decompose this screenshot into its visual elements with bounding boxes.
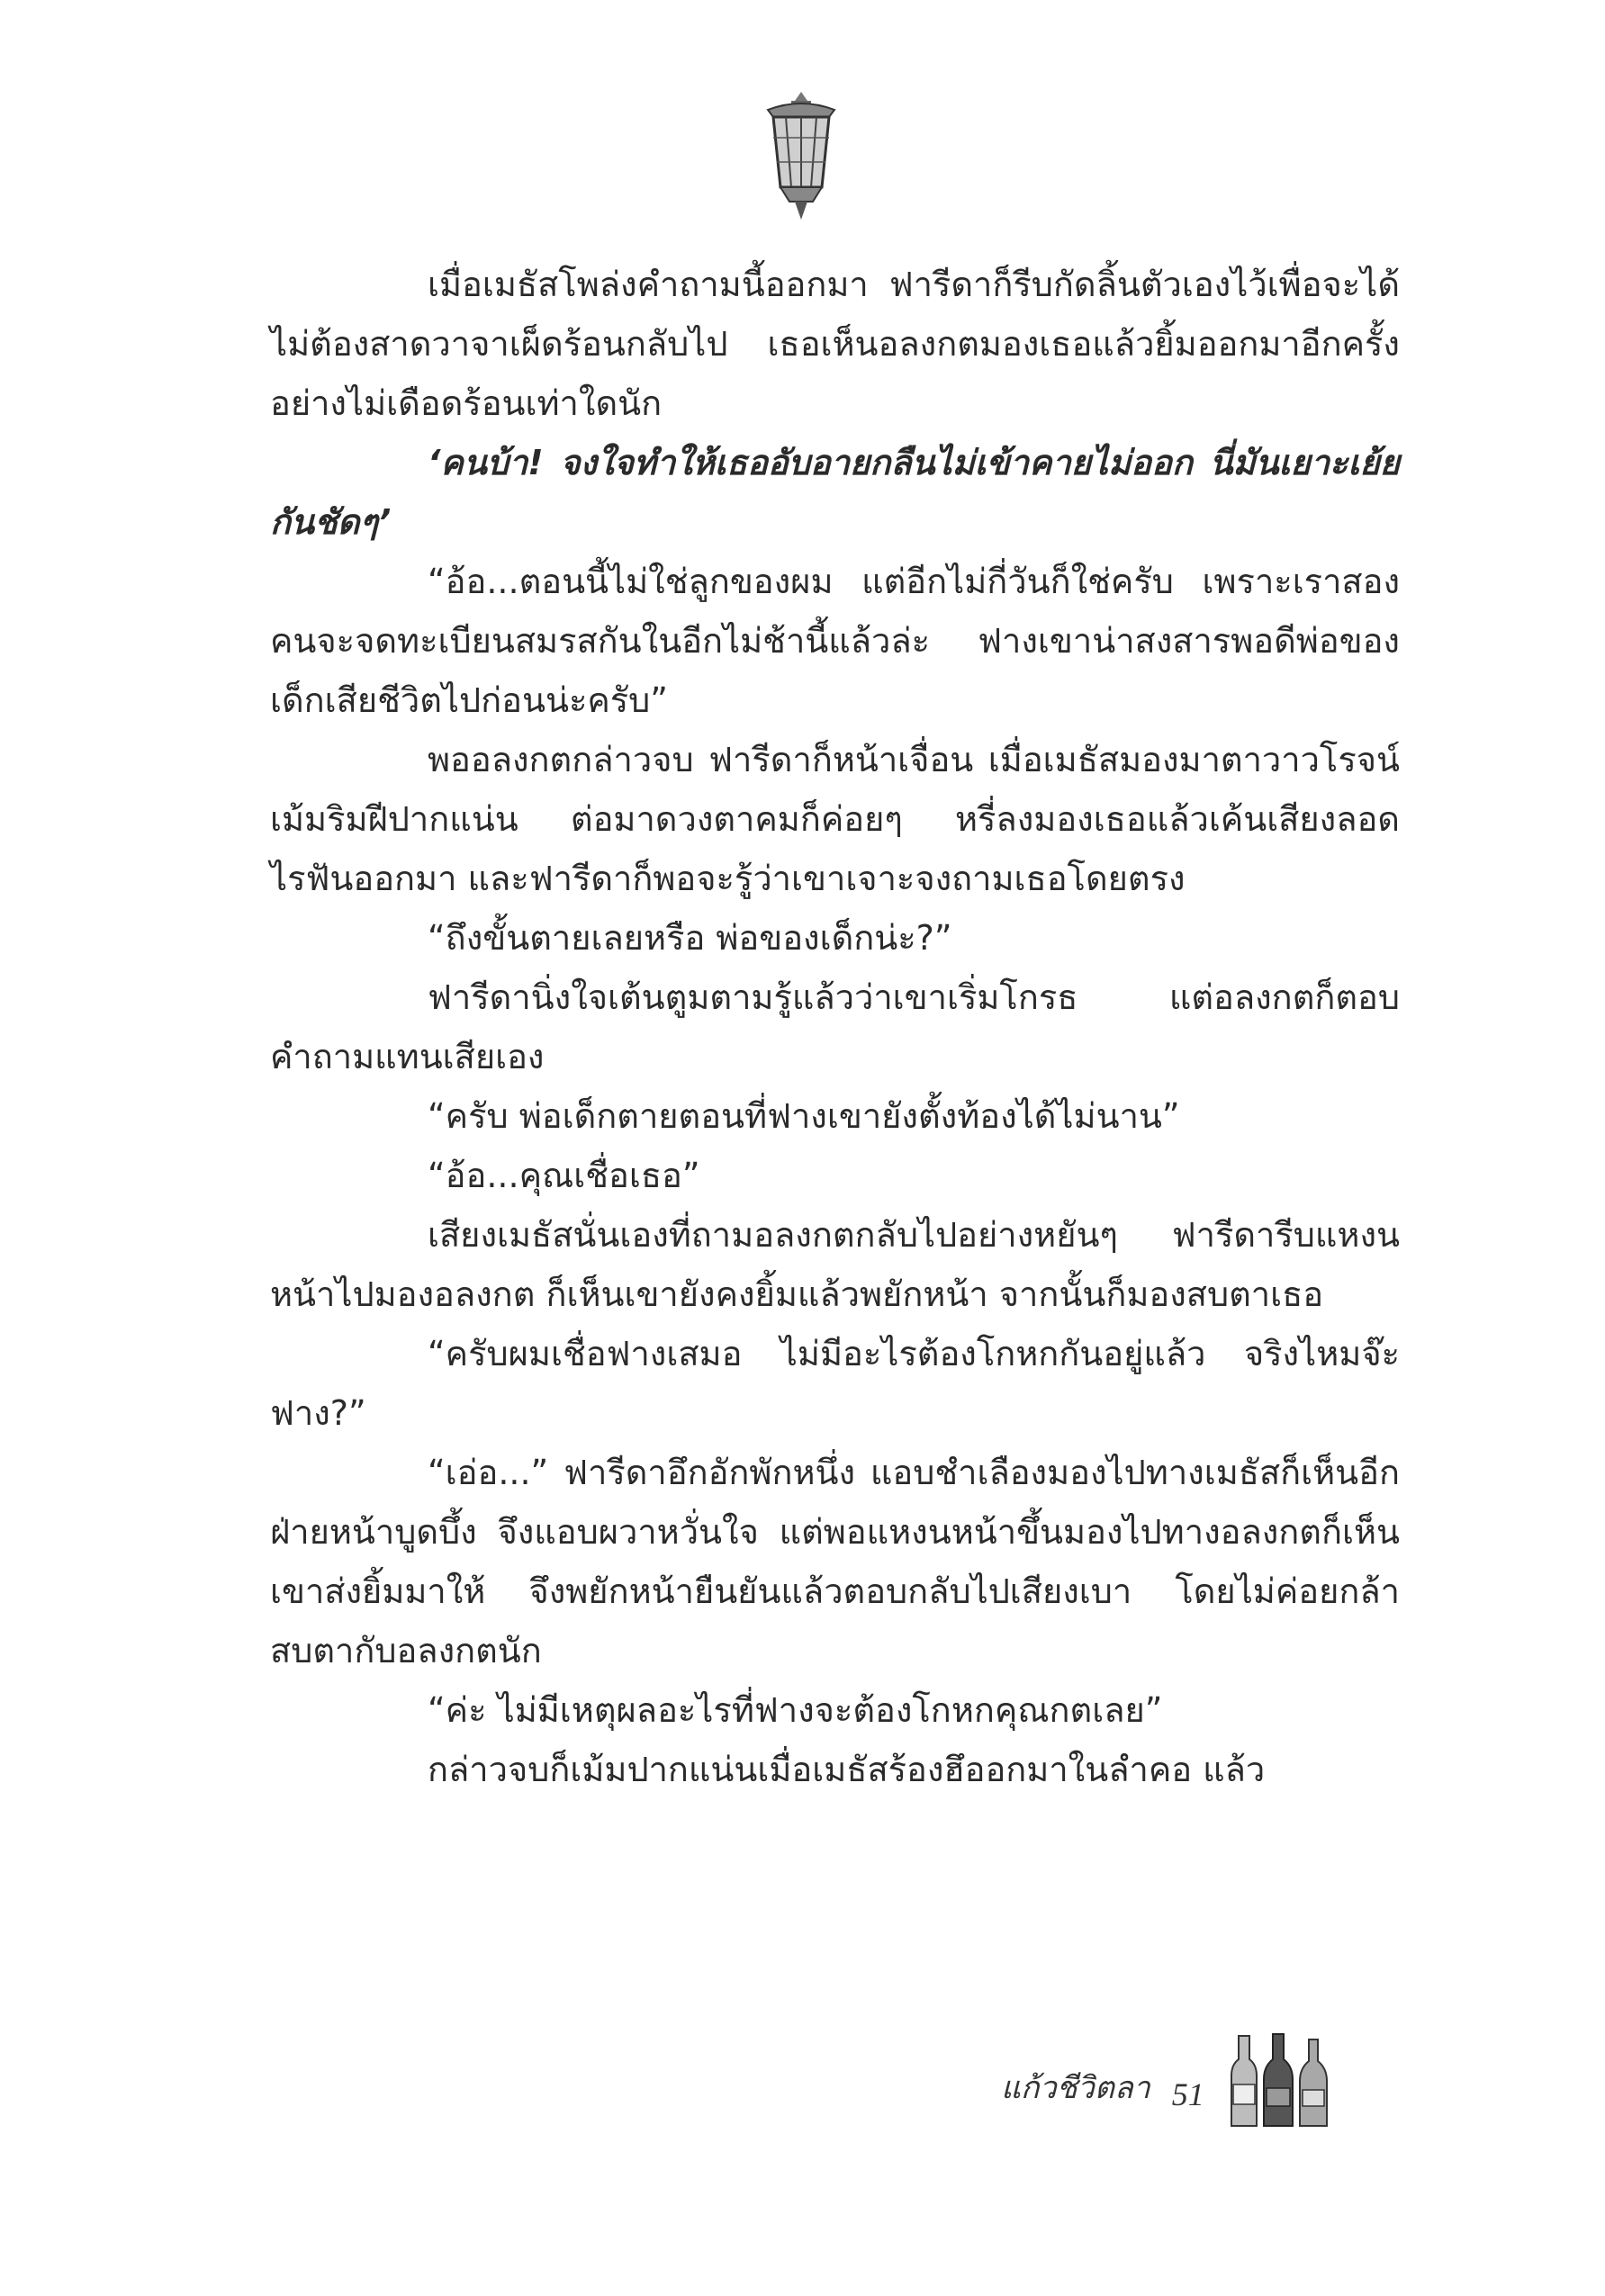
paragraph: “อ้อ...คุณเชื่อเธอ” (428, 1156, 700, 1195)
paragraph: “ถึงขั้นตายเลยหรือ พ่อของเด็กน่ะ?” (428, 918, 952, 958)
paragraph: กล่าวจบก็เม้มปากแน่นเมื่อเมธัสร้องฮึออกมาในลำคอ แล้ว (428, 1750, 1266, 1789)
bottles-icon (1226, 2032, 1334, 2131)
paragraph: ฟารีดานิ่งใจเต้นตูมตามรู้แล้วว่าเขาเริ่มโกรธ แต่อลงกตก็ตอบคำถามแทนเสียเอง (270, 977, 1400, 1076)
paragraph: “ครับ พ่อเด็กตายตอนที่ฟางเขายังตั้งท้องได้ไม่นาน” (428, 1096, 1180, 1136)
paragraph: เมื่อเมธัสโพล่งคำถามนี้ออกมา ฟารีดาก็รีบกัดลิ้นตัวเองไว้เพื่อจะได้ไม่ต้องสาดวาจาเผ็ดร้อนกลับไป เธอเห็นอลงกตมองเธอแล้วยิ้มออกมาอีกครั้งอย่างไม่เดือดร้อนเท่าใดนัก (270, 265, 1400, 423)
paragraph: “ค่ะ ไม่มีเหตุผลอะไรที่ฟางจะต้องโกหกคุณกตเลย” (428, 1690, 1163, 1730)
page-number: 51 (1171, 2076, 1204, 2112)
lantern-icon (752, 88, 851, 223)
book-title: แก้วชีวิตลา (1001, 2070, 1150, 2106)
paragraph: พออลงกตกล่าวจบ ฟารีดาก็หน้าเจื่อน เมื่อเมธัสมองมาตาวาวโรจน์ เม้มริมฝีปากแน่น ต่อมาดวงตาคมก็ค่อยๆ หรี่ลงมองเธอแล้วเค้นเสียงลอดไรฟันออกมา และฟารีดาก็พอจะรู้ว่าเขาเจาะจงถามเธอโดยตรง (270, 740, 1400, 898)
paragraph-thought: ‘คนบ้า! จงใจทำให้เธออับอายกลืนไม่เข้าคายไม่ออก นี่มันเยาะเย้ยกันชัดๆ’ (270, 443, 1400, 542)
paragraph: “ครับผมเชื่อฟางเสมอ ไม่มีอะไรต้องโกหกกันอยู่แล้ว จริงไหมจ๊ะฟาง?” (270, 1334, 1400, 1433)
paragraph: เสียงเมธัสนั่นเองที่ถามอลงกตกลับไปอย่างหยันๆ ฟารีดารีบแหงนหน้าไปมองอลงกต ก็เห็นเขายังคงยิ้มแล้วพยักหน้า จากนั้นก็มองสบตาเธอ (270, 1215, 1400, 1314)
paragraph: “อ้อ...ตอนนี้ไม่ใช่ลูกของผม แต่อีกไม่กี่วันก็ใช่ครับ เพราะเราสองคนจะจดทะเบียนสมรสกันในอีกไม่ช้านี้แล้วล่ะ ฟางเขาน่าสงสารพอดีพ่อของเด็กเสียชีวิตไปก่อนน่ะครับ” (270, 562, 1400, 720)
body-text (270, 255, 1400, 1799)
page-footer (1001, 2041, 1334, 2131)
paragraph: “เอ่อ...” ฟารีดาอึกอักพักหนึ่ง แอบชำเลืองมองไปทางเมธัสก็เห็นอีกฝ่ายหน้าบูดบึ้ง จึงแอบผวาหวั่นใจ แต่พอแหงนหน้าขึ้นมองไปทางอลงกตก็เห็นเขาส่งยิ้มมาให้ จึงพยักหน้ายืนยันแล้วตอบกลับไปเสียงเบา โดยไม่ค่อยกล้าสบตากับอลงกตนัก (270, 1453, 1400, 1670)
